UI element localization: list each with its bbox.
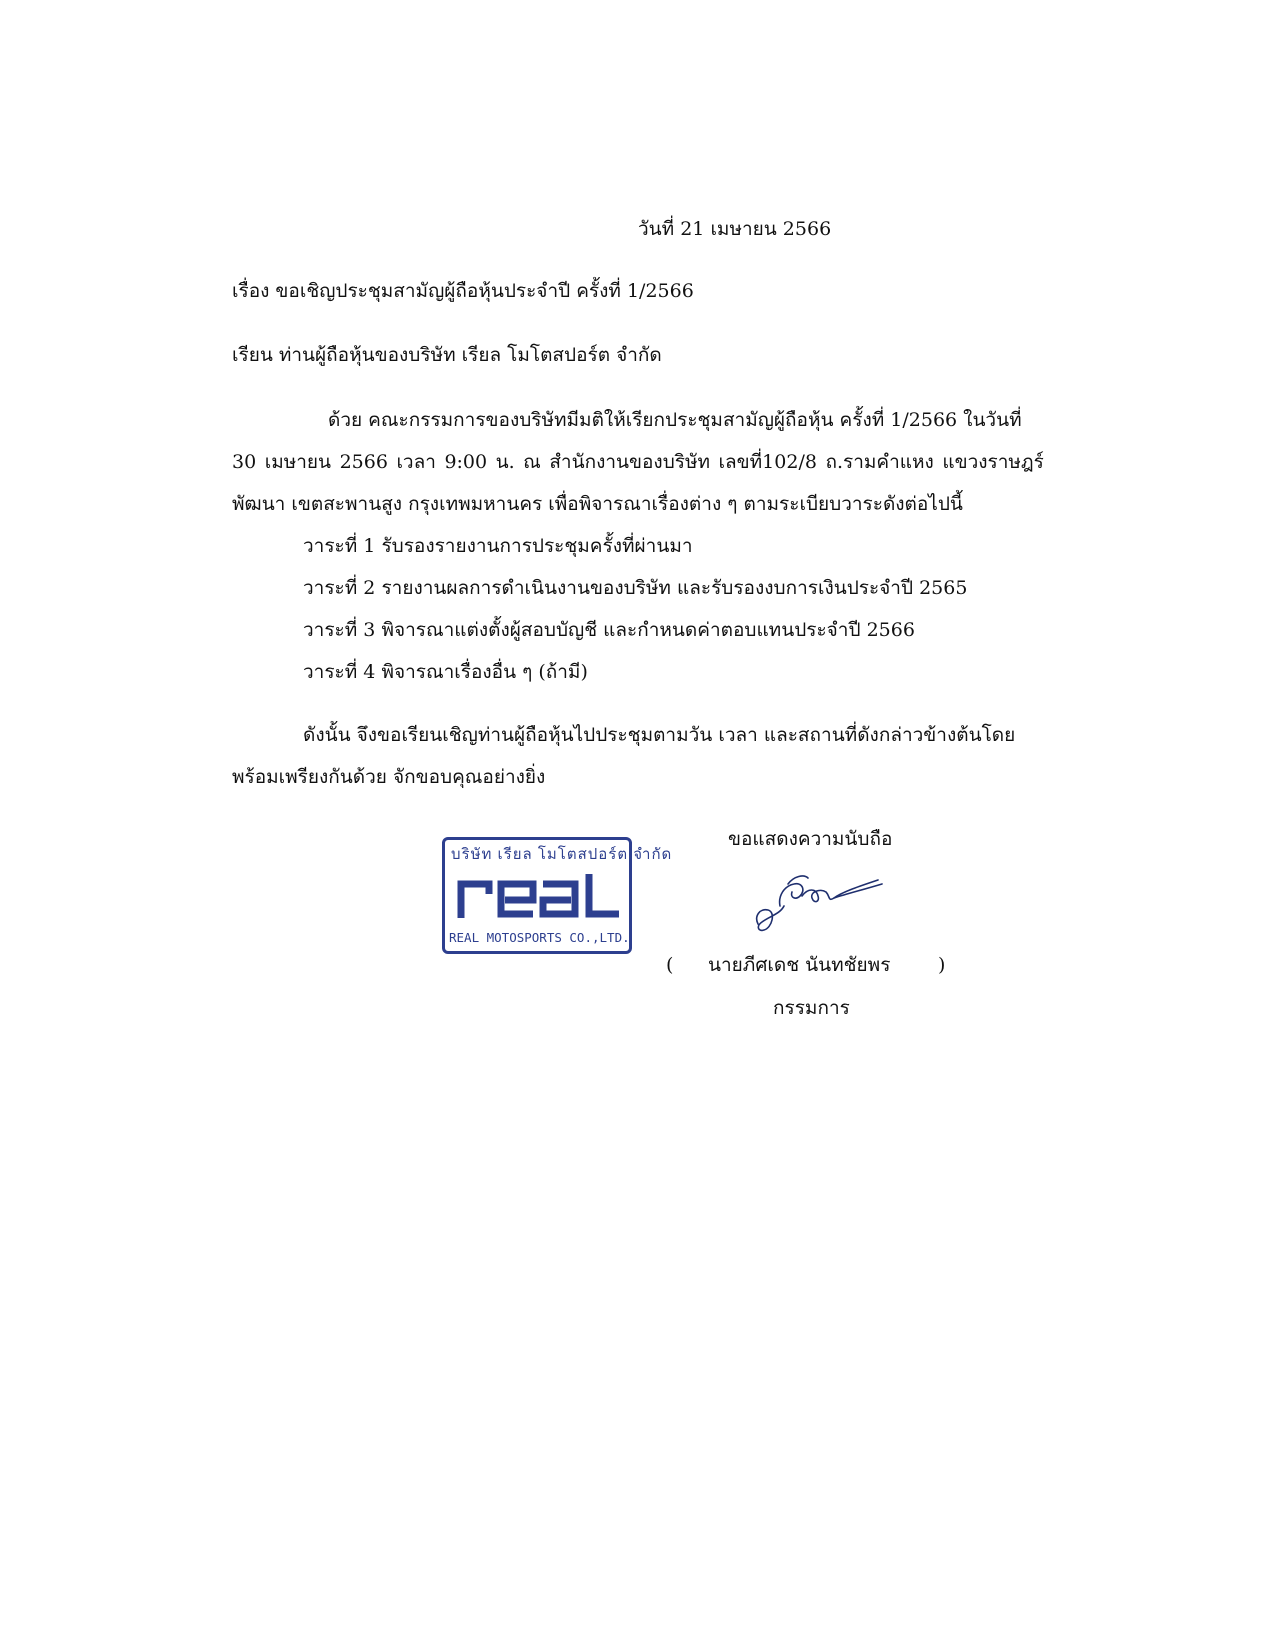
paragraph-1-word: 30 [232,451,257,473]
letter-date: วันที่ 21 เมษายน 2566 [638,218,832,240]
agenda-item-4: วาระที่ 4 พิจารณาเรื่องอื่น ๆ (ถ้ามี) [303,661,588,683]
paragraph-1-word: 9:00 [444,451,488,473]
paragraph-1-word: ถ.รามคำแหง [825,451,934,473]
letter-subject: เรื่อง ขอเชิญประชุมสามัญผู้ถือหุ้นประจำปี ครั้งที่ 1/2566 [232,280,694,302]
paragraph-1-word: 2566 [339,451,388,473]
stamp-english-name: REAL MOTOSPORTS CO.,LTD. [449,930,630,945]
stamp-logo-icon [455,870,623,922]
paragraph-1-word: เลขที่102/8 [718,451,817,473]
paragraph-1-word: ณ [523,451,541,473]
paragraph-1-word: แขวงราษฎร์ [942,451,1044,473]
paragraph-1-line-1: ด้วย คณะกรรมการของบริษัทมีมติให้เรียกประชุมสามัญผู้ถือหุ้น ครั้งที่ 1/2566 ในวันที่ [328,409,1022,431]
letter-recipient: เรียน ท่านผู้ถือหุ้นของบริษัท เรียล โมโตสปอร์ต จำกัด [232,344,662,366]
signatory-name: นายภีศเดช นันทชัยพร [708,954,891,976]
company-stamp [442,837,673,954]
closing-salutation: ขอแสดงความนับถือ [728,828,893,850]
signature-icon [750,866,890,936]
stamp-thai-name: บริษัท เรียล โมโตสปอร์ต จำกัด [451,846,673,863]
paragraph-1-word: น. [495,451,515,473]
agenda-item-1: วาระที่ 1 รับรองรายงานการประชุมครั้งที่ผ่านมา [303,535,693,557]
agenda-item-3: วาระที่ 3 พิจารณาแต่งตั้งผู้สอบบัญชี และกำหนดค่าตอบแทนประจำปี 2566 [303,619,915,641]
close-parenthesis: ) [938,954,946,976]
signatory-position: กรรมการ [773,997,850,1019]
paragraph-1-line-3: พัฒนา เขตสะพานสูง กรุงเทพมหานคร เพื่อพิจารณาเรื่องต่าง ๆ ตามระเบียบวาระดังต่อไปนี้ [232,493,963,515]
agenda-item-2: วาระที่ 2 รายงานผลการดำเนินงานของบริษัท และรับรองงบการเงินประจำปี 2565 [303,577,968,599]
paragraph-1-word: สำนักงานของบริษัท [549,451,711,473]
paragraph-1-line-2 [232,449,1044,475]
paragraph-1-word: เวลา [396,451,436,473]
open-parenthesis: ( [666,954,674,976]
paragraph-2-line-2: พร้อมเพรียงกันด้วย จักขอบคุณอย่างยิ่ง [232,766,546,788]
paragraph-2-line-1: ดังนั้น จึงขอเรียนเชิญท่านผู้ถือหุ้นไปประชุมตามวัน เวลา และสถานที่ดังกล่าวข้างต้นโดย [303,724,1016,746]
paragraph-1-word: เมษายน [264,451,332,473]
